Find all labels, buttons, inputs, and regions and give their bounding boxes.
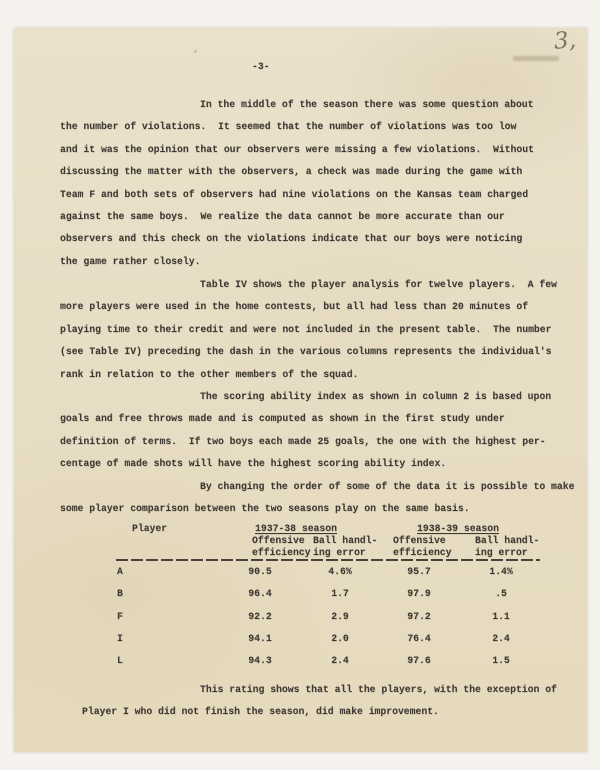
player-cell: I xyxy=(117,632,123,644)
value-cell: 97.6 xyxy=(407,655,431,667)
subheader-spacer xyxy=(116,535,216,558)
paper-speck xyxy=(194,50,197,53)
table-row-player-l xyxy=(116,650,540,672)
col-header-offensive-efficiency-2 xyxy=(376,535,462,558)
value-cell: 2.4 xyxy=(331,655,349,667)
value-cell: 94.1 xyxy=(248,632,272,644)
col-header-ball-handling-error-2 xyxy=(462,535,540,558)
player-cell: B xyxy=(117,588,123,600)
paragraph-comparison-intro xyxy=(60,476,574,521)
table-row-player-f xyxy=(116,606,540,628)
player-column-header: Player xyxy=(132,523,168,534)
value-cell: 95.7 xyxy=(407,566,431,577)
paper-sheet xyxy=(14,28,587,752)
value-cell: 2.0 xyxy=(331,632,349,644)
value-cell: 96.4 xyxy=(248,588,272,600)
value-cell: 90.5 xyxy=(248,566,272,577)
value-cell: 4.6% xyxy=(328,566,352,577)
value-cell: 1.1 xyxy=(492,610,510,622)
player-cell: A xyxy=(117,566,123,577)
text-line: goals and free throws made and is computed as shown in the first study under xyxy=(60,413,505,425)
col-header-line: efficiency xyxy=(252,546,311,558)
table-season-header-row xyxy=(116,522,540,535)
paragraph-conclusion xyxy=(82,679,557,724)
col-header-line: Ball handl- xyxy=(475,535,540,546)
value-cell: 2.9 xyxy=(331,610,349,622)
table-row-player-a xyxy=(116,561,540,583)
player-cell: F xyxy=(117,610,123,622)
value-cell: 1.5 xyxy=(492,655,510,667)
table-row-player-i xyxy=(116,628,540,650)
col-header-line: Ball handl- xyxy=(313,535,378,546)
value-cell: 76.4 xyxy=(407,632,431,644)
paragraph-table-iv xyxy=(60,274,557,386)
table-body xyxy=(116,561,540,672)
text-line: Player I who did not finish the season, did make improvement. xyxy=(82,706,439,718)
player-comparison-table xyxy=(116,522,540,672)
player-cell: L xyxy=(117,655,123,667)
text-line: (see Table IV) preceding the dash in the various columns represents the individual's xyxy=(60,346,552,358)
text-line: rank in relation to the other members of the squad. xyxy=(60,368,359,380)
text-line: more players were used in the home contests, but all had less than 20 minutes of xyxy=(60,301,529,313)
paragraph-scoring-index xyxy=(60,386,551,476)
value-cell: 94.3 xyxy=(248,655,272,667)
value-cell: 1.4% xyxy=(489,566,513,577)
col-header-line: efficiency xyxy=(393,546,452,558)
pencil-page-annotation: 3, xyxy=(552,27,578,55)
text-line: By changing the order of some of the data it is possible to make xyxy=(200,481,575,492)
col-header-line: Offensive xyxy=(393,535,446,546)
text-line: Team F and both sets of observers had nine violations on the Kansas team charged xyxy=(60,188,529,200)
value-cell: .5 xyxy=(495,588,507,600)
col-header-line: ing error xyxy=(475,546,528,558)
page-number: -3- xyxy=(252,61,270,72)
col-header-offensive-efficiency-1 xyxy=(216,535,311,558)
value-cell: 97.2 xyxy=(407,610,431,622)
text-line: against the same boys. We realize the data cannot be more accurate than our xyxy=(60,211,505,223)
text-line: the game rather closely. xyxy=(60,255,201,267)
col-header-line: Offensive xyxy=(252,535,305,546)
value-cell: 1.7 xyxy=(331,588,349,600)
text-line: and it was the opinion that our observers were missing a few violations. Without xyxy=(60,143,534,155)
text-line: centage of made shots will have the highest scoring ability index. xyxy=(60,458,447,470)
paragraph-violations xyxy=(60,94,534,273)
value-cell: 97.9 xyxy=(407,588,431,600)
text-line: some player comparison between the two seasons play on the same basis. xyxy=(60,503,470,515)
col-header-ball-handling-error-1 xyxy=(304,535,376,558)
season-1937-38-header: 1937-38 season xyxy=(255,523,337,534)
season-1938-39-header: 1938-39 season xyxy=(417,523,499,534)
value-cell: 2.4 xyxy=(492,632,510,644)
text-line: This rating shows that all the players, with the exception of xyxy=(200,684,557,695)
text-line: The scoring ability index as shown in column 2 is based upon xyxy=(200,391,552,402)
text-line: playing time to their credit and were not included in the present table. The number xyxy=(60,323,552,335)
text-line: definition of terms. If two boys each made 25 goals, the one with the highest per- xyxy=(60,435,546,447)
table-subheader-row xyxy=(116,535,540,558)
text-line: In the middle of the season there was some question about xyxy=(200,99,534,110)
faint-stamp-smudge xyxy=(513,56,559,61)
table-row-player-b xyxy=(116,583,540,605)
value-cell: 92.2 xyxy=(248,610,272,622)
text-line: discussing the matter with the observers, a check was made during the game with xyxy=(60,166,523,178)
text-line: observers and this check on the violations indicate that our boys were noticing xyxy=(60,233,523,245)
text-line: the number of violations. It seemed that the number of violations was too low xyxy=(60,121,517,133)
col-header-line: ing error xyxy=(313,546,366,558)
text-line: Table IV shows the player analysis for twelve players. A few xyxy=(200,279,557,290)
